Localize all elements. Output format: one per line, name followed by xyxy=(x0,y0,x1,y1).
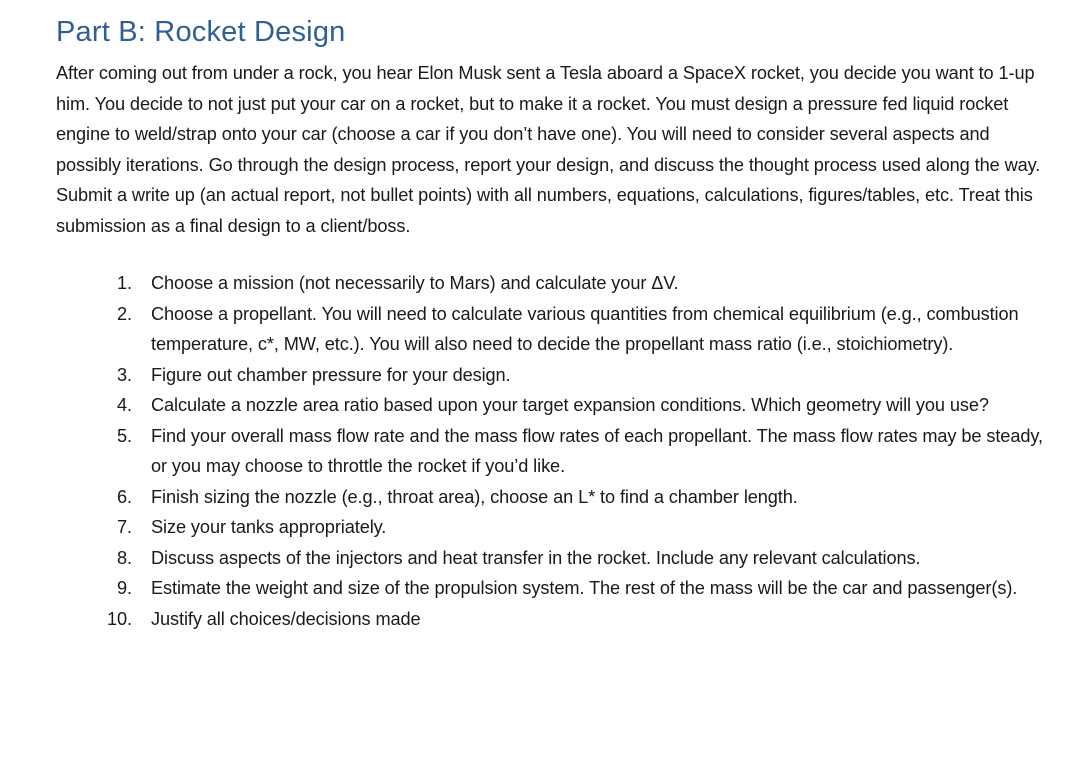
task-number: 8. xyxy=(117,547,132,568)
task-item xyxy=(56,390,1046,421)
task-number: 6. xyxy=(117,486,132,507)
task-text: Estimate the weight and size of the propulsion system. The rest of the mass will be the car and passenger(s). xyxy=(151,578,1018,598)
section-heading: Part B: Rocket Design xyxy=(56,16,346,48)
task-text: Calculate a nozzle area ratio based upon your target expansion conditions. Which geometry will you use? xyxy=(151,395,989,415)
task-number: 5. xyxy=(117,425,132,446)
task-text: Justify all choices/decisions made xyxy=(151,608,421,629)
task-number: 4. xyxy=(117,395,132,415)
task-item xyxy=(56,268,1046,299)
task-text: Find your overall mass flow rate and the mass flow rates of each propellant. The mass flow rates may be steady, or you may choose to throttle the rocket if you’d like. xyxy=(151,425,1043,476)
task-text: Figure out chamber pressure for your design. xyxy=(151,364,511,385)
task-item xyxy=(56,512,1046,543)
task-item xyxy=(56,299,1046,360)
task-item xyxy=(56,421,1046,482)
task-item xyxy=(56,543,1046,574)
task-item xyxy=(56,573,1046,604)
task-list xyxy=(56,268,1046,634)
task-text: Choose a mission (not necessarily to Mars) and calculate your ΔV. xyxy=(151,273,679,293)
intro-paragraph: After coming out from under a rock, you hear Elon Musk sent a Tesla aboard a SpaceX rocket, you decide you want to 1-up him. You decide to not just put your car on a rocket, but to make it a rocket. You must design a pressure fed liquid rocket engine to weld/strap onto your car (choose a car if you don’t have one). You will need to consider several aspects and possibly iterations. Go through the design process, report your design, and discuss the thought process used along the way. Submit a write up (an actual report, not bullet points) with all numbers, equations, calculations, figures/tables, etc. Treat this submission as a final design to a client/boss. xyxy=(56,63,1041,236)
task-number: 1. xyxy=(117,273,132,293)
task-number: 10. xyxy=(107,608,132,629)
document-page xyxy=(56,12,1046,634)
task-item xyxy=(56,482,1046,513)
task-item xyxy=(56,360,1046,391)
task-number: 3. xyxy=(117,364,132,385)
task-number: 9. xyxy=(117,578,132,598)
task-number: 2. xyxy=(117,303,132,324)
task-text: Discuss aspects of the injectors and heat transfer in the rocket. Include any relevant calculations. xyxy=(151,547,921,568)
task-number: 7. xyxy=(117,517,132,537)
task-item xyxy=(56,604,1046,635)
task-text: Choose a propellant. You will need to calculate various quantities from chemical equilibrium (e.g., combustion temperature, c*, MW, etc.). You will also need to decide the propellant mass ratio (i.e., stoichiometry). xyxy=(151,303,1019,354)
task-text: Finish sizing the nozzle (e.g., throat area), choose an L* to find a chamber length. xyxy=(151,486,798,507)
task-text: Size your tanks appropriately. xyxy=(151,517,387,537)
